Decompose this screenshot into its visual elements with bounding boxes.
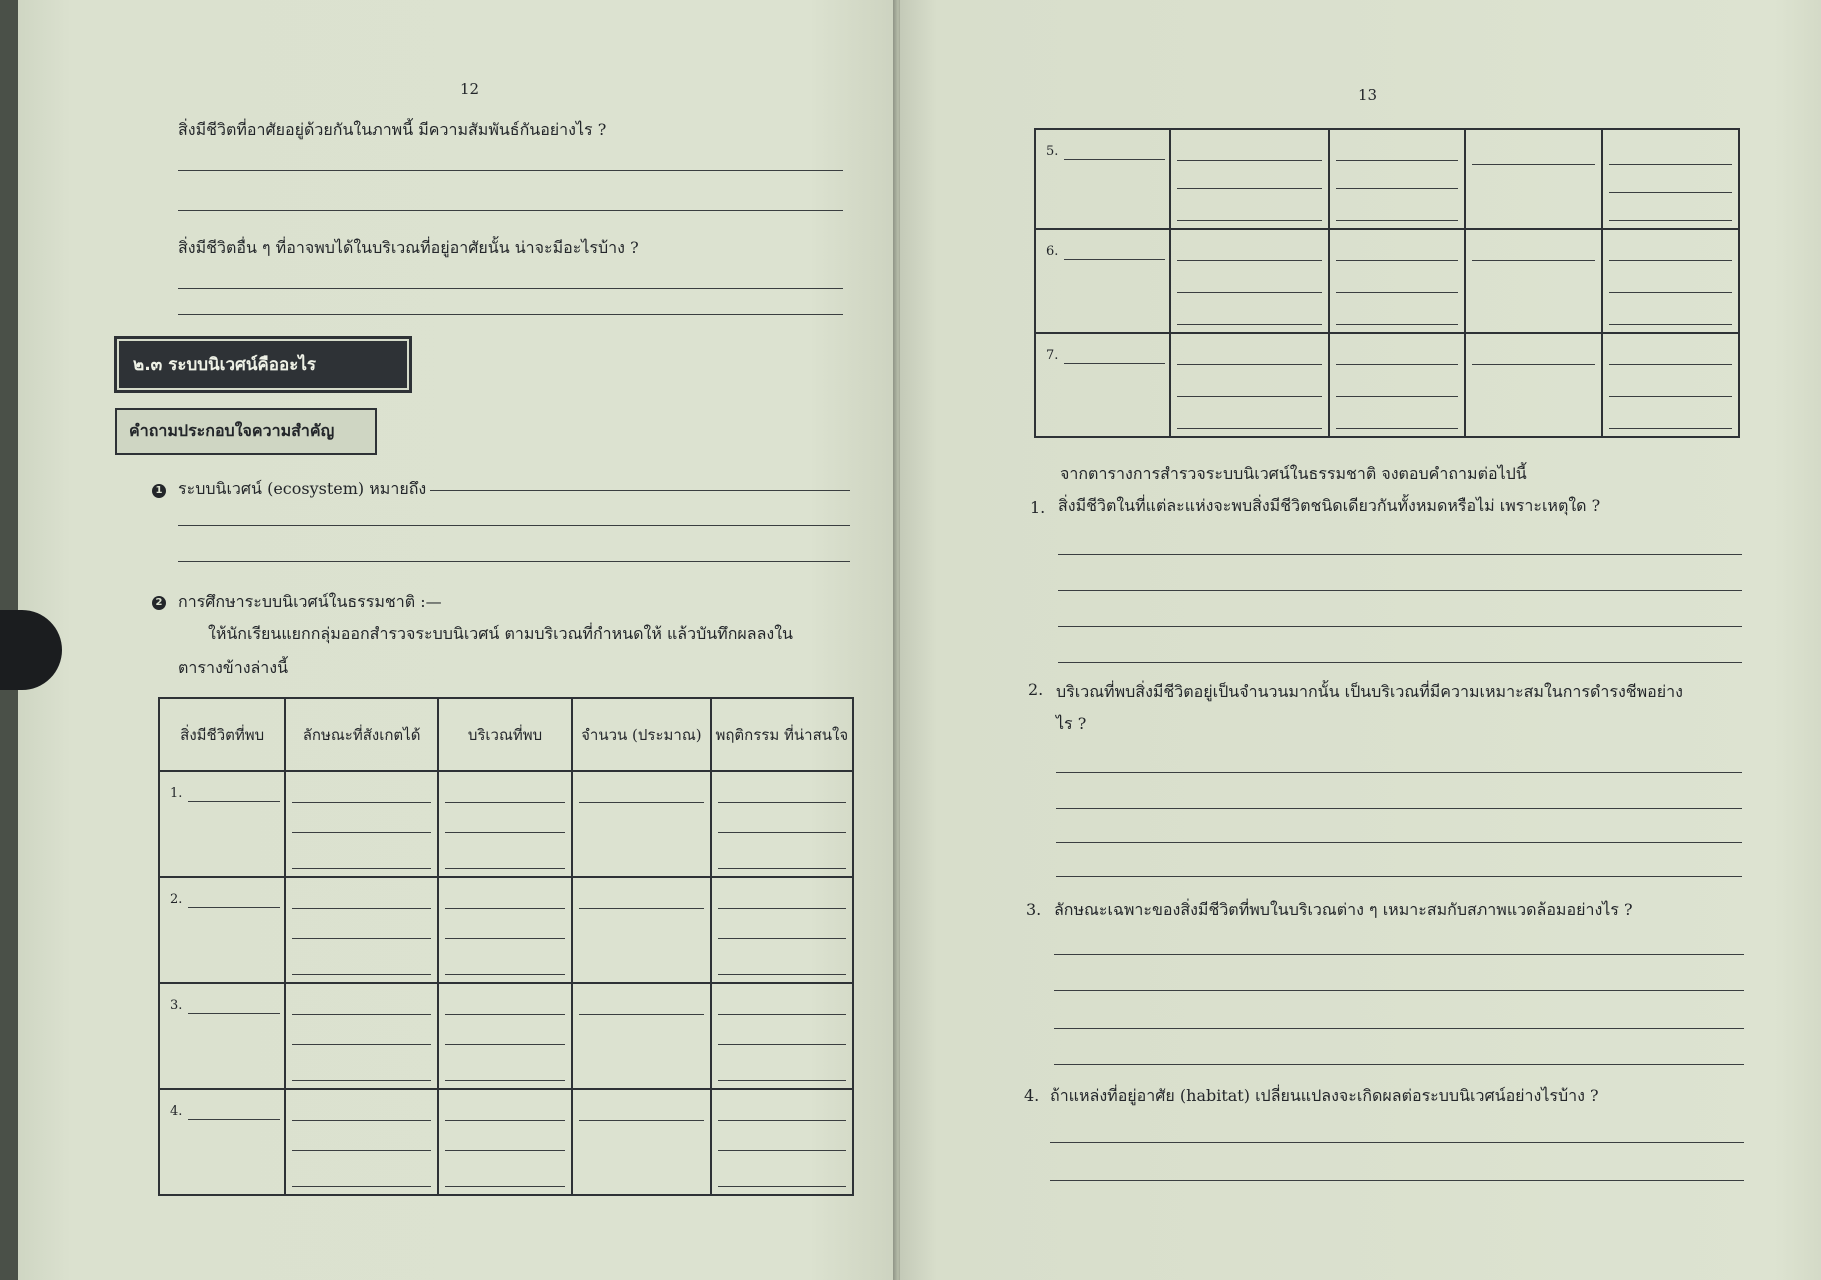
answer-line [1054,1064,1744,1065]
question-4: ถ้าแหล่งที่อยู่อาศัย (habitat) เปลี่ยนแปลงจะเกิดผลต่อระบบนิเวศน์อย่างไรบ้าง ? [1050,1086,1599,1105]
blank-line [718,938,846,939]
answer-line [1054,990,1744,991]
blank-line [292,802,430,803]
blank-line [1472,260,1595,261]
answer-line [178,525,850,526]
answer-line [178,210,843,211]
blank-line [1177,160,1322,161]
blank-line [1472,164,1595,165]
blank-line [1177,260,1322,261]
blank-line [188,801,280,802]
blank-line [579,802,703,803]
blank-line [1336,292,1457,293]
blank-line [1177,188,1322,189]
row-number: 6. [1046,244,1059,259]
survey-table-left [158,697,854,1196]
row-number: 3. [170,998,183,1013]
blank-line [718,1150,846,1151]
questions-intro: จากตารางการสำรวจระบบนิเวศน์ในธรรมชาติ จงตอบคำถามต่อไปนี้ [1060,464,1527,483]
question-relationship: สิ่งมีชีวิตที่อาศัยอยู่ด้วยกันในภาพนี้ มีความสัมพันธ์กันอย่างไร ? [178,120,607,139]
blank-line [1609,292,1732,293]
blank-line [188,1119,280,1120]
blank-line [718,1080,846,1081]
blank-line [1336,260,1457,261]
blank-line [445,802,565,803]
blank-line [445,1120,565,1121]
blank-line [718,1044,846,1045]
question-2: บริเวณที่พบสิ่งมีชีวิตอยู่เป็นจำนวนมากนั้น เป็นบริเวณที่มีความเหมาะสมในการดำรงชีพอย่าง [1056,682,1683,701]
blank-line [718,908,846,909]
blank-line [445,1186,565,1187]
blank-line [292,1150,430,1151]
blank-line [445,974,565,975]
blank-line [1336,324,1457,325]
blank-line [1177,364,1322,365]
blank-line [1609,164,1732,165]
answer-line [178,170,843,171]
question-number: 4. [1024,1086,1040,1105]
blank-line [1336,160,1457,161]
answer-line [1058,590,1742,591]
answer-line [178,288,843,289]
blank-line [1177,428,1322,429]
blank-line [718,1014,846,1015]
answer-line [1054,1028,1744,1029]
blank-line [445,938,565,939]
answer-line [1058,626,1742,627]
answer-line [430,490,850,491]
blank-line [292,832,430,833]
row-number: 1. [170,786,183,801]
table-row [159,1089,853,1195]
right-page [900,0,1821,1280]
blank-line [1177,324,1322,325]
blank-line [1336,188,1457,189]
left-page [18,0,896,1280]
blank-line [445,1080,565,1081]
blank-line [718,1186,846,1187]
blank-line [718,832,846,833]
blank-line [1609,192,1732,193]
blank-line [445,908,565,909]
blank-line [445,1150,565,1151]
page-number: 13 [1358,86,1378,104]
answer-line [178,561,850,562]
header-behavior: พฤติกรรม ที่น่าสนใจ [711,698,853,771]
answer-line [1056,876,1742,877]
blank-line [445,868,565,869]
answer-line [1050,1180,1744,1181]
blank-line [718,802,846,803]
blank-line [1336,364,1457,365]
blank-line [1177,220,1322,221]
question-other-organisms: สิ่งมีชีวิตอื่น ๆ ที่อาจพบได้ในบริเวณที่อยู่อาศัยนั้น น่าจะมีอะไรบ้าง ? [178,238,639,257]
question-number: 3. [1026,900,1042,919]
blank-line [1609,220,1732,221]
blank-line [1609,428,1732,429]
guide-question-box: คำถามประกอบใจความสำคัญ [115,408,377,455]
blank-line [579,908,703,909]
header-quantity: จำนวน (ประมาณ) [572,698,710,771]
answer-line [1058,662,1742,663]
blank-line [445,832,565,833]
blank-line [292,938,430,939]
blank-line [292,1014,430,1015]
blank-line [1177,396,1322,397]
blank-line [718,974,846,975]
blank-line [579,1014,703,1015]
table-row [159,983,853,1089]
ecosystem-definition-prompt: ระบบนิเวศน์ (ecosystem) หมายถึง [178,479,427,498]
blank-line [1336,220,1457,221]
blank-line [1609,364,1732,365]
blank-line [292,1080,430,1081]
answer-line [1058,554,1742,555]
study-instruction: ให้นักเรียนแยกกลุ่มออกสำรวจระบบนิเวศน์ ตามบริเวณที่กำหนดให้ แล้วบันทึกผลลงใน [208,624,793,643]
study-title: การศึกษาระบบนิเวศน์ในธรรมชาติ :— [178,592,442,611]
blank-line [445,1044,565,1045]
blank-line [1609,260,1732,261]
question-1: สิ่งมีชีวิตในที่แต่ละแห่งจะพบสิ่งมีชีวิตชนิดเดียวกันทั้งหมดหรือไม่ เพราะเหตุใด ? [1058,496,1601,515]
blank-line [292,974,430,975]
blank-line [1336,428,1457,429]
row-number: 2. [170,892,183,907]
blank-line [718,868,846,869]
header-observed-traits: ลักษณะที่สังเกตได้ [285,698,437,771]
blank-line [579,1120,703,1121]
question-number: 2. [1028,680,1044,699]
answer-line [1056,772,1742,773]
blank-line [718,1120,846,1121]
blank-line [445,1014,565,1015]
bullet-1: 1 [152,484,166,498]
blank-line [1609,396,1732,397]
table-row [159,877,853,983]
blank-line [292,868,430,869]
study-instruction-continued: ตารางข้างล่างนี้ [178,658,289,677]
page-number: 12 [460,80,480,98]
section-heading: ๒.๓ ระบบนิเวศน์คืออะไร [114,336,412,393]
table-row [159,771,853,877]
row-number: 7. [1046,348,1059,363]
answer-line [1050,1142,1744,1143]
table-row [1035,333,1739,437]
table-row [1035,129,1739,229]
blank-line [1609,324,1732,325]
row-number: 5. [1046,144,1059,159]
survey-table-right [1034,128,1740,438]
blank-line [188,1013,280,1014]
question-2-continued: ไร ? [1056,714,1087,733]
blank-line [292,1044,430,1045]
blank-line [1472,364,1595,365]
blank-line [292,1186,430,1187]
blank-line [292,1120,430,1121]
answer-line [178,314,843,315]
blank-line [1064,159,1165,160]
blank-line [1064,363,1165,364]
answer-line [1054,954,1744,955]
header-location: บริเวณที่พบ [438,698,572,771]
header-organism: สิ่งมีชีวิตที่พบ [159,698,285,771]
blank-line [1064,259,1165,260]
question-number: 1. [1030,498,1046,517]
answer-line [1056,808,1742,809]
blank-line [188,907,280,908]
bullet-2: 2 [152,596,166,610]
blank-line [1336,396,1457,397]
question-3: ลักษณะเฉพาะของสิ่งมีชีวิตที่พบในบริเวณต่าง ๆ เหมาะสมกับสภาพแวดล้อมอย่างไร ? [1054,900,1633,919]
answer-line [1056,842,1742,843]
blank-line [292,908,430,909]
blank-line [1177,292,1322,293]
table-row [1035,229,1739,333]
row-number: 4. [170,1104,183,1119]
